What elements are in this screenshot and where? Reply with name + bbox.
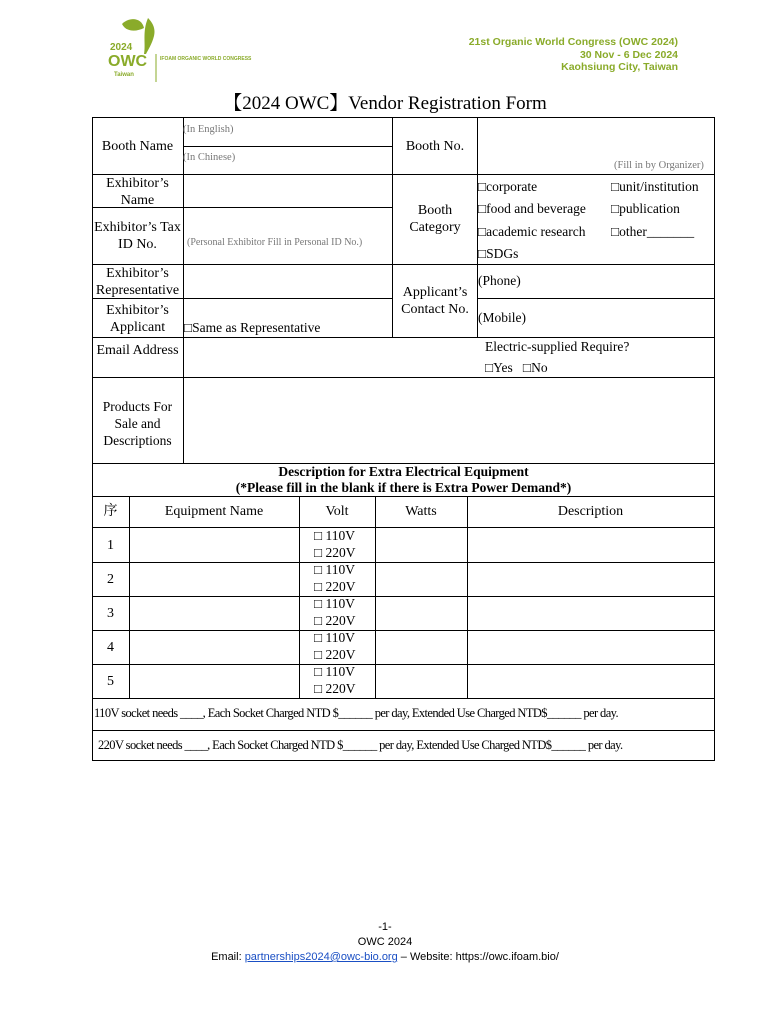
category-academic-research[interactable]: □academic research	[478, 224, 586, 239]
footer-email-link[interactable]: partnerships2024@owc-bio.org	[244, 951, 398, 963]
col-watts-header: Watts	[405, 504, 437, 519]
row-number: 2	[107, 572, 114, 587]
volt-220-checkbox[interactable]: □ 220V	[314, 647, 356, 662]
booth-name-english-hint: (In English)	[183, 124, 234, 135]
equipment-name-field[interactable]	[130, 631, 299, 664]
equipment-heading-title: Description for Extra Electrical Equipment	[278, 464, 529, 479]
logo-year: 2024	[110, 42, 133, 53]
footer-email-label: Email:	[211, 951, 242, 963]
conference-location: Kaohsiung City, Taiwan	[561, 61, 678, 73]
exhibitor-name-label: Exhibitor’s Name	[106, 176, 169, 208]
category-other[interactable]: □other_______	[611, 224, 695, 239]
col-no-header: 序	[103, 504, 118, 519]
category-corporate[interactable]: □corporate	[478, 179, 538, 194]
conference-name: 21st Organic World Congress (OWC 2024)	[468, 36, 678, 48]
phone-field[interactable]: (Phone)	[478, 273, 521, 288]
row-number: 3	[107, 606, 114, 621]
exhibitor-name-field[interactable]	[184, 175, 392, 207]
owc-logo	[108, 14, 252, 84]
products-field[interactable]	[184, 378, 714, 463]
volt-110-checkbox[interactable]: □ 110V	[314, 630, 356, 645]
socket-110v-note: 110V socket needs ____, Each Socket Charged NTD $______ per day, Extended Use Charged NTD$______ per day.	[94, 706, 619, 720]
footer-website: – Website: https://owc.ifoam.bio/	[397, 951, 559, 963]
volt-220-checkbox[interactable]: □ 220V	[314, 613, 356, 628]
footer-org: OWC 2024	[357, 936, 413, 948]
category-sdgs[interactable]: □SDGs	[478, 246, 519, 261]
applicant-label: Exhibitor’s Applicant	[106, 303, 169, 335]
equipment-heading	[92, 464, 715, 495]
category-food-beverage[interactable]: □food and beverage	[478, 201, 586, 216]
organizer-fill-hint: (Fill in by Organizer)	[614, 160, 704, 171]
col-equipment-name-header: Equipment Name	[164, 504, 264, 519]
volt-220-checkbox[interactable]: □ 220V	[314, 545, 356, 560]
equipment-name-field[interactable]	[130, 528, 299, 562]
socket-220v-note: 220V socket needs ____, Each Socket Charged NTD $______ per day, Extended Use Charged NTD$______ per day.	[98, 738, 623, 752]
booth-name-english-field[interactable]	[184, 118, 392, 146]
tax-id-hint: (Personal Exhibitor Fill in Personal ID No.)	[187, 237, 363, 248]
mobile-field[interactable]: (Mobile)	[478, 310, 526, 325]
equipment-name-field[interactable]	[130, 597, 299, 630]
equipment-name-field[interactable]	[130, 665, 299, 698]
logo-country: Taiwan	[114, 72, 134, 78]
representative-label: Exhibitor’s Representative	[95, 266, 180, 298]
electric-yes-no[interactable]: □Yes □No	[485, 360, 548, 375]
booth-name-chinese-field[interactable]	[184, 147, 392, 174]
logo-org: IFOAM ORGANIC WORLD CONGRESS	[160, 56, 252, 62]
category-publication[interactable]: □publication	[611, 201, 680, 216]
volt-110-checkbox[interactable]: □ 110V	[314, 664, 356, 679]
representative-field[interactable]	[184, 265, 392, 298]
equipment-name-field[interactable]	[130, 563, 299, 596]
row-number: 1	[107, 538, 114, 553]
category-unit-institution[interactable]: □unit/institution	[611, 179, 699, 194]
page-footer	[0, 920, 770, 965]
conference-info	[469, 36, 678, 74]
volt-110-checkbox[interactable]: □ 110V	[314, 596, 356, 611]
conference-dates: 30 Nov - 6 Dec 2024	[579, 48, 678, 61]
booth-no-label: Booth No.	[405, 139, 465, 154]
footer-contact	[0, 950, 770, 965]
booth-name-chinese-hint: (In Chinese)	[183, 152, 236, 163]
volt-110-checkbox[interactable]: □ 110V	[314, 562, 356, 577]
booth-category-label: Booth Category	[409, 203, 461, 235]
tax-id-label: Exhibitor’s Tax ID No.	[94, 220, 181, 252]
volt-220-checkbox[interactable]: □ 220V	[314, 579, 356, 594]
page-title: 【2024 OWC】Vendor Registration Form	[223, 93, 547, 114]
equipment-heading-note: (*Please fill in the blank if there is Extra Power Demand*)	[235, 479, 572, 495]
tax-id-field[interactable]	[184, 208, 392, 264]
contact-no-label: Applicant’s Contact No.	[401, 285, 469, 317]
booth-name-label: Booth Name	[101, 139, 174, 154]
col-volt-header: Volt	[325, 504, 349, 519]
col-description-header: Description	[557, 504, 624, 519]
page-number: -1-	[378, 921, 392, 933]
electric-question: Electric-supplied Require?	[485, 339, 630, 354]
logo-name: OWC	[108, 53, 148, 70]
same-as-representative-checkbox[interactable]: □Same as Representative	[184, 320, 321, 335]
volt-220-checkbox[interactable]: □ 220V	[314, 681, 356, 696]
email-label: Email Address	[96, 343, 179, 358]
volt-110-checkbox[interactable]: □ 110V	[314, 528, 356, 543]
products-label: Products For Sale and Descriptions	[102, 399, 173, 448]
row-number: 4	[107, 640, 114, 655]
row-number: 5	[107, 674, 114, 689]
email-field[interactable]	[184, 338, 476, 377]
